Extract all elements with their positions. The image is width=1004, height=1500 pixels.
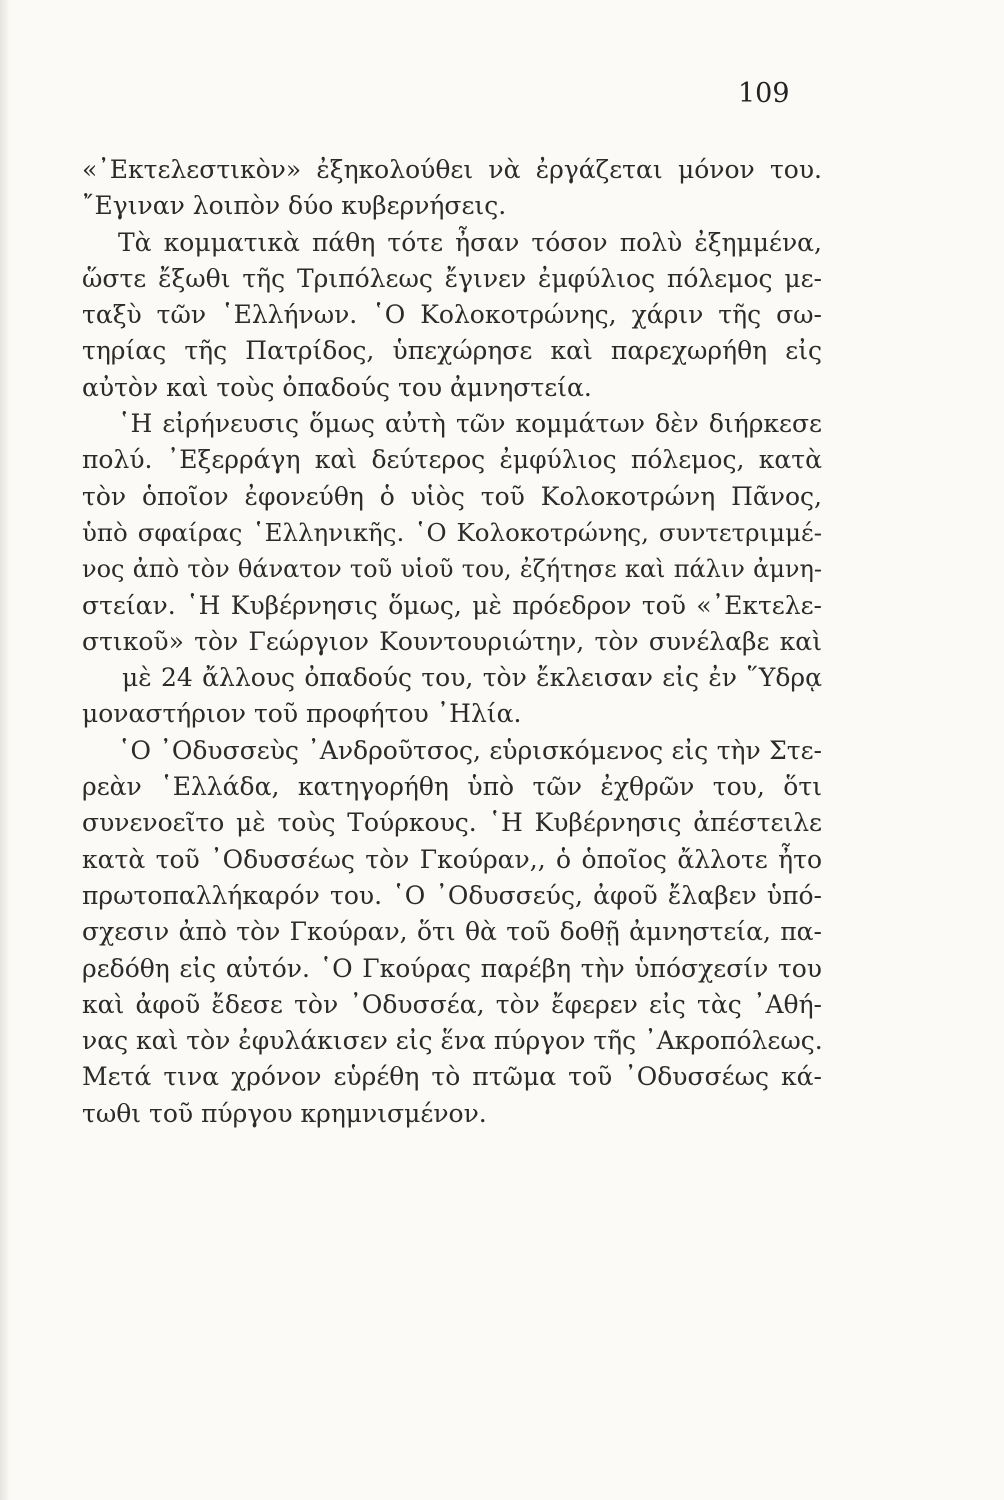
text-line: νος ἀπὸ τὸν θάνατον τοῦ υἱοῦ του, ἐζήτησε καὶ πάλιν ἀμνη- <box>82 555 822 584</box>
text-line: Μετά τινα χρόνον εὑρέθη τὸ πτῶμα τοῦ ᾽Οδυσσέως κά- <box>82 1062 822 1092</box>
text-line: ρεὰν ῾Ελλάδα, κατηγορήθη ὑπὸ τῶν ἐχθρῶν του, ὅτι <box>82 772 822 802</box>
text-line: ῎Εγιναν λοιπὸν δύο κυβερνήσεις. <box>82 191 507 221</box>
text-line: ῾Η εἰρήνευσις ὅμως αὐτὴ τῶν κομμάτων δὲν διήρκεσε <box>118 409 822 439</box>
text-line: ὥστε ἔξωθι τῆς Τριπόλεως ἔγινεν ἐμφύλιος πόλεμος με- <box>82 263 822 293</box>
text-line: τὸν ὁποῖον ἐφονεύθη ὁ υἱὸς τοῦ Κολοκοτρώνη Πᾶνος, <box>82 481 822 511</box>
text-line: τηρίας τῆς Πατρίδος, ὑπεχώρησε καὶ παρεχωρήθη εἰς <box>82 336 822 366</box>
text-line: συνενοεῖτο μὲ τοὺς Τούρκους. ῾Η Κυβέρνησις ἀπέστειλε <box>82 808 822 838</box>
text-line: αὐτὸν καὶ τοὺς ὀπαδούς του ἀμνηστεία. <box>82 372 592 402</box>
text-line: πρωτοπαλλήκαρόν του. ῾Ο ᾽Οδυσσεύς, ἀφοῦ ἔλαβεν ὑπό- <box>82 880 822 910</box>
text-line: νας καὶ τὸν ἐφυλάκισεν εἰς ἕνα πύργον τῆς ᾽Ακροπόλεως. <box>82 1026 823 1056</box>
text-line: πολύ. ᾽Εξερράγη καὶ δεύτερος ἐμφύλιος πόλεμος, κατὰ <box>82 445 822 475</box>
text-line: στείαν. ῾Η Κυβέρνησις ὅμως, μὲ πρόεδρον τοῦ «᾽Εκτελε- <box>82 590 822 620</box>
text-line: ῾Ο ᾽Οδυσσεὺς ᾽Ανδροῦτσος, εὑρισκόμενος εἰς τὴν Στε- <box>118 735 822 765</box>
text-line: μοναστήριον τοῦ προφήτου ᾽Ηλία. <box>82 699 522 729</box>
text-line: τωθι τοῦ πύργου κρημνισμένον. <box>82 1098 487 1128</box>
text-line: ὑπὸ σφαίρας ῾Ελληνικῆς. ῾Ο Κολοκοτρώνης, συντετριμμέ- <box>82 517 822 547</box>
text-line: στικοῦ» τὸν Γεώργιον Κουντουριώτην, τὸν συνέλαβε καὶ <box>82 626 822 656</box>
text-line: ρεδόθη εἰς αὐτόν. ῾Ο Γκούρας παρέβη τὴν ὑπόσχεσίν του <box>82 953 822 983</box>
text-line: Τὰ κομματικὰ πάθη τότε ἦσαν τόσον πολὺ ἐξημμένα, <box>118 227 822 257</box>
page-number: 109 <box>738 78 790 109</box>
text-line: κατὰ τοῦ ᾽Οδυσσέως τὸν Γκούραν,, ὁ ὁποῖος ἄλλοτε ἦτο <box>82 844 822 874</box>
text-line: ταξὺ τῶν ῾Ελλήνων. ῾Ο Κολοκοτρώνης, χάριν τῆς σω- <box>82 300 822 330</box>
text-line: «᾽Εκτελεστικὸν» ἐξηκολούθει νὰ ἐργάζεται μόνον του. <box>82 155 822 184</box>
text-line: καὶ ἀφοῦ ἔδεσε τὸν ᾽Οδυσσέα, τὸν ἔφερεν εἰς τὰς ᾽Αθή- <box>82 989 822 1019</box>
binding-shadow <box>0 0 10 1500</box>
body-text <box>82 152 822 1132</box>
text-line: μὲ 24 ἄλλους ὀπαδούς του, τὸν ἔκλεισαν εἰς ἐν ῞Υδρᾳ <box>122 663 822 693</box>
text-line: σχεσιν ἀπὸ τὸν Γκούραν, ὅτι θὰ τοῦ δοθῇ ἀμνηστεία, πα- <box>82 917 822 947</box>
